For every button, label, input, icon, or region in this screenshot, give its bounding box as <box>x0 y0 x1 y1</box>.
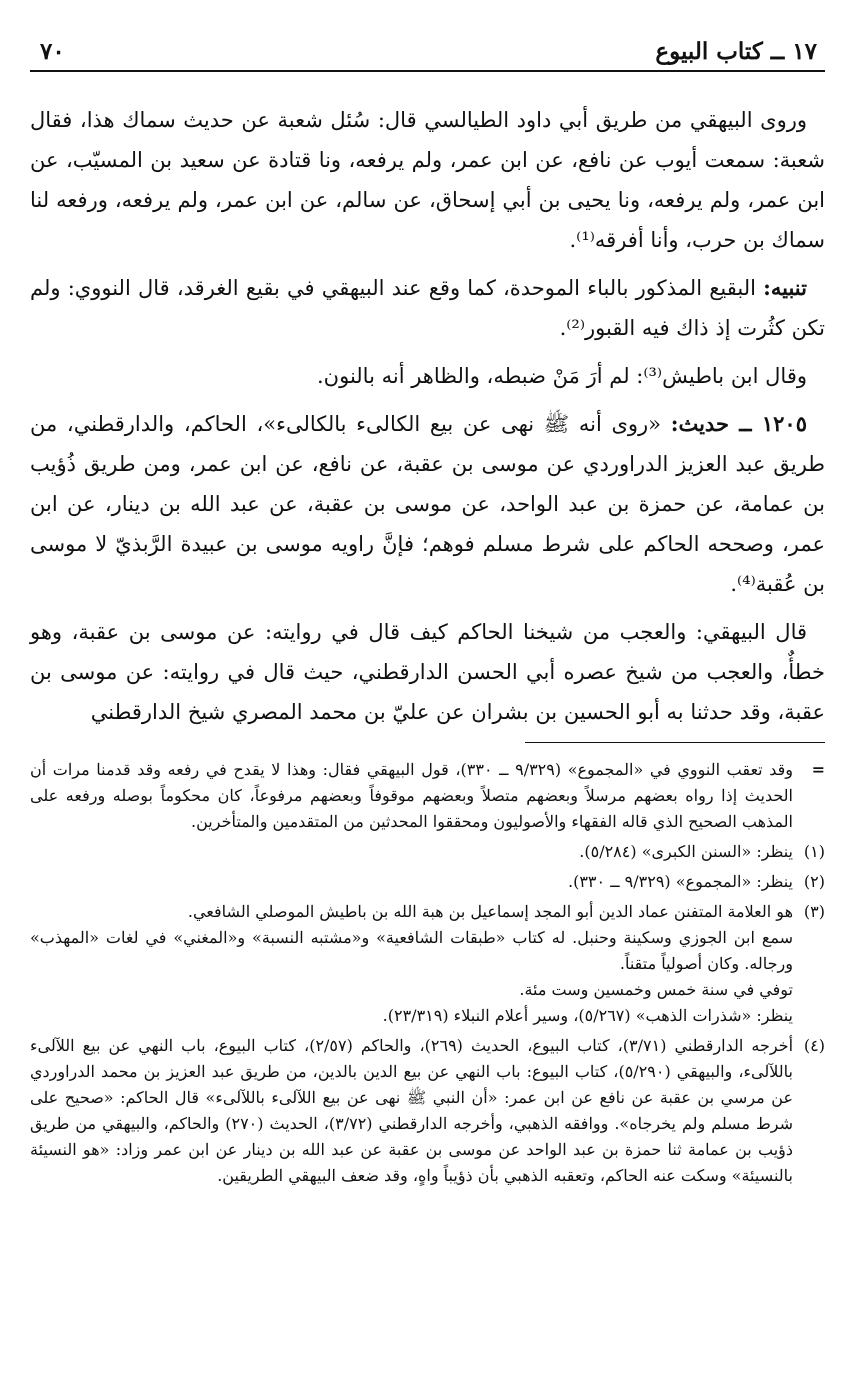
paragraph-tanbih <box>30 268 825 348</box>
hadith-number-label: ١٢٠٥ ــ حديث: <box>670 411 807 436</box>
footnote-4 <box>30 1033 825 1189</box>
main-text <box>30 100 825 732</box>
paragraph-bayhaqi-shuba: وروى البيهقي من طريق أبي داود الطيالسي قال: سُئل شعبة عن حديث سماك هذا، فقال شعبة: سمعت أيوب عن نافع، عن ابن عمر، ولم يرفعه، ونا قتادة عن سعيد بن المسيّب، عن ابن عمر، ولم يرفعه، ونا يحيى بن أبي إسحاق، عن سالم، عن ابن عمر، ولم يرفعه، ورفعه لنا سماك بن حرب، وأنا أفرقه⁽¹⁾. <box>30 108 825 252</box>
page-number: ٧٠ <box>40 38 65 65</box>
running-header <box>30 30 825 72</box>
footnote-1-text: ينظر: «السنن الكبرى» (٥/٢٨٤). <box>579 842 793 861</box>
footnotes <box>30 757 825 1189</box>
footnote-3-line-3: توفي في سنة خمس وخمسين وست مئة. <box>519 980 793 999</box>
footnote-continuation-mark: = <box>811 760 825 779</box>
footnote-1-mark: (١) <box>803 842 825 861</box>
footnote-3 <box>30 899 825 1029</box>
footnote-3-line-2: سمع ابن الجوزي وسكينة وحنبل. له كتاب «طبقات الشافعية» و«مشتبه النسبة» و«المغني» في لغات «المهذب» ورجاله. وكان أصولياً متقناً. <box>30 928 793 973</box>
footnote-3-line-1: هو العلامة المتفنن عماد الدين أبو المجد إسماعيل بن هبة الله بن باطيش الموصلي الشافعي. <box>187 902 793 921</box>
chapter-title: ١٧ ــ كتاب البيوع <box>655 38 817 65</box>
paragraph-bayhaqi-comment: قال البيهقي: والعجب من شيخنا الحاكم كيف قال في روايته: عن موسى بن عقبة، وهو خطأٌ، والعجب من شيخ عصره أبي الحسن الدارقطني، حيث قال في روايته: عن موسى بن عقبة، وقد حدثنا به أبو الحسين بن بشران عن عليّ بن محمد المصري شيخ الدارقطني <box>30 620 825 724</box>
paragraph-ibn-batish: وقال ابن باطيش⁽³⁾: لم أرَ مَنْ ضبطه، والظاهر أنه بالنون. <box>317 364 807 388</box>
footnote-continuation-text: وقد تعقب النووي في «المجموع» (٩/٣٢٩ ــ ٣٣٠)، قول البيهقي فقال: وهذا لا يقدح في رفعه وقد قدمنا مرات أن الحديث إذا رواه بعضهم مرسلاً وبعضهم متصلاً وبعضهم موقوفاً وبعضهم مرفوعاً، كان محكوماً بوصله ورفعه على المذهب الصحيح الذي قاله الفقهاء والأصوليون ومحققوا المحدثين من المتقدمين والمتأخرين. <box>30 760 794 831</box>
footnote-4-mark: (٤) <box>803 1036 825 1055</box>
footnote-3-line-4: ينظر: «شذرات الذهب» (٥/٢٦٧)، وسير أعلام النبلاء (٢٣/٣١٩). <box>382 1006 793 1025</box>
footnote-1 <box>30 839 825 865</box>
book-page <box>30 30 825 1193</box>
footnote-2-mark: (٢) <box>803 872 825 891</box>
footnote-separator <box>525 742 825 743</box>
footnote-3-mark: (٣) <box>803 902 825 921</box>
footnote-continuation <box>30 757 825 835</box>
footnote-3-body <box>30 899 793 1029</box>
hadith-text: «روى أنه ﷺ نهى عن بيع الكالىء بالكالىء»، الحاكم، والدارقطني، من طريق عبد العزيز الدراوردي عن موسى بن عقبة، عن نافع، عن ابن عمر، ومن طريق ذُؤيب بن عمامة، عن حمزة بن عبد الواحد، عن موسى بن عقبة، عن عبد الله بن دينار، عن ابن عمر، وصححه الحاكم على شرط مسلم فوهم؛ فإنَّ راويه موسى بن عبيدة الرَّبذيّ لا موسى بن عُقبة⁽⁴⁾. <box>30 412 825 596</box>
footnote-2 <box>30 869 825 895</box>
tanbih-text: البقيع المذكور بالباء الموحدة، كما وقع عند البيهقي في بقيع الغرقد، قال النووي: ولم تكن كثُرت إذ ذاك فيه القبور⁽²⁾. <box>30 276 825 340</box>
footnote-4-text: أخرجه الدارقطني (٣/٧١)، كتاب البيوع، الحديث (٢٦٩)، والحاكم (٢/٥٧)، كتاب البيوع، باب النهي عن بيع اللآلىء باللآلىء، والبيهقي (٥/٢٩٠)، كتاب البيوع: باب النهي عن بيع الدين بالدين، من طريق عبد العزيز بن محمد الدراوردي عن مرسي بن عقبة عن نافع عن ابن عمر: «أن النبي ﷺ نهى عن بيع اللآلىء باللآلىء» قال الحاكم: «صحيح على شرط مسلم ولم يخرجاه». ووافقه الذهبي، وأخرجه الدارقطني (٣/٧٢)، الحديث (٢٧٠) والحاكم، والبيهقي من طريق ذؤيب بن عمامة ثنا حمزة بن عبد الواحد عن موسى بن عقبة عن عبد الله بن دينار عن ابن عمر وزاد: «هو النسيئة بالنسيئة» وسكت عنه الحاكم، وتعقبه الذهبي بأن ذؤيباً واهٍ، وقد ضعف البيهقي الطريقين. <box>30 1036 794 1185</box>
paragraph-hadith-1205 <box>30 404 825 604</box>
footnote-2-text: ينظر: «المجموع» (٩/٣٢٩ ــ ٣٣٠). <box>568 872 793 891</box>
tanbih-label: تنبيه: <box>763 275 807 300</box>
